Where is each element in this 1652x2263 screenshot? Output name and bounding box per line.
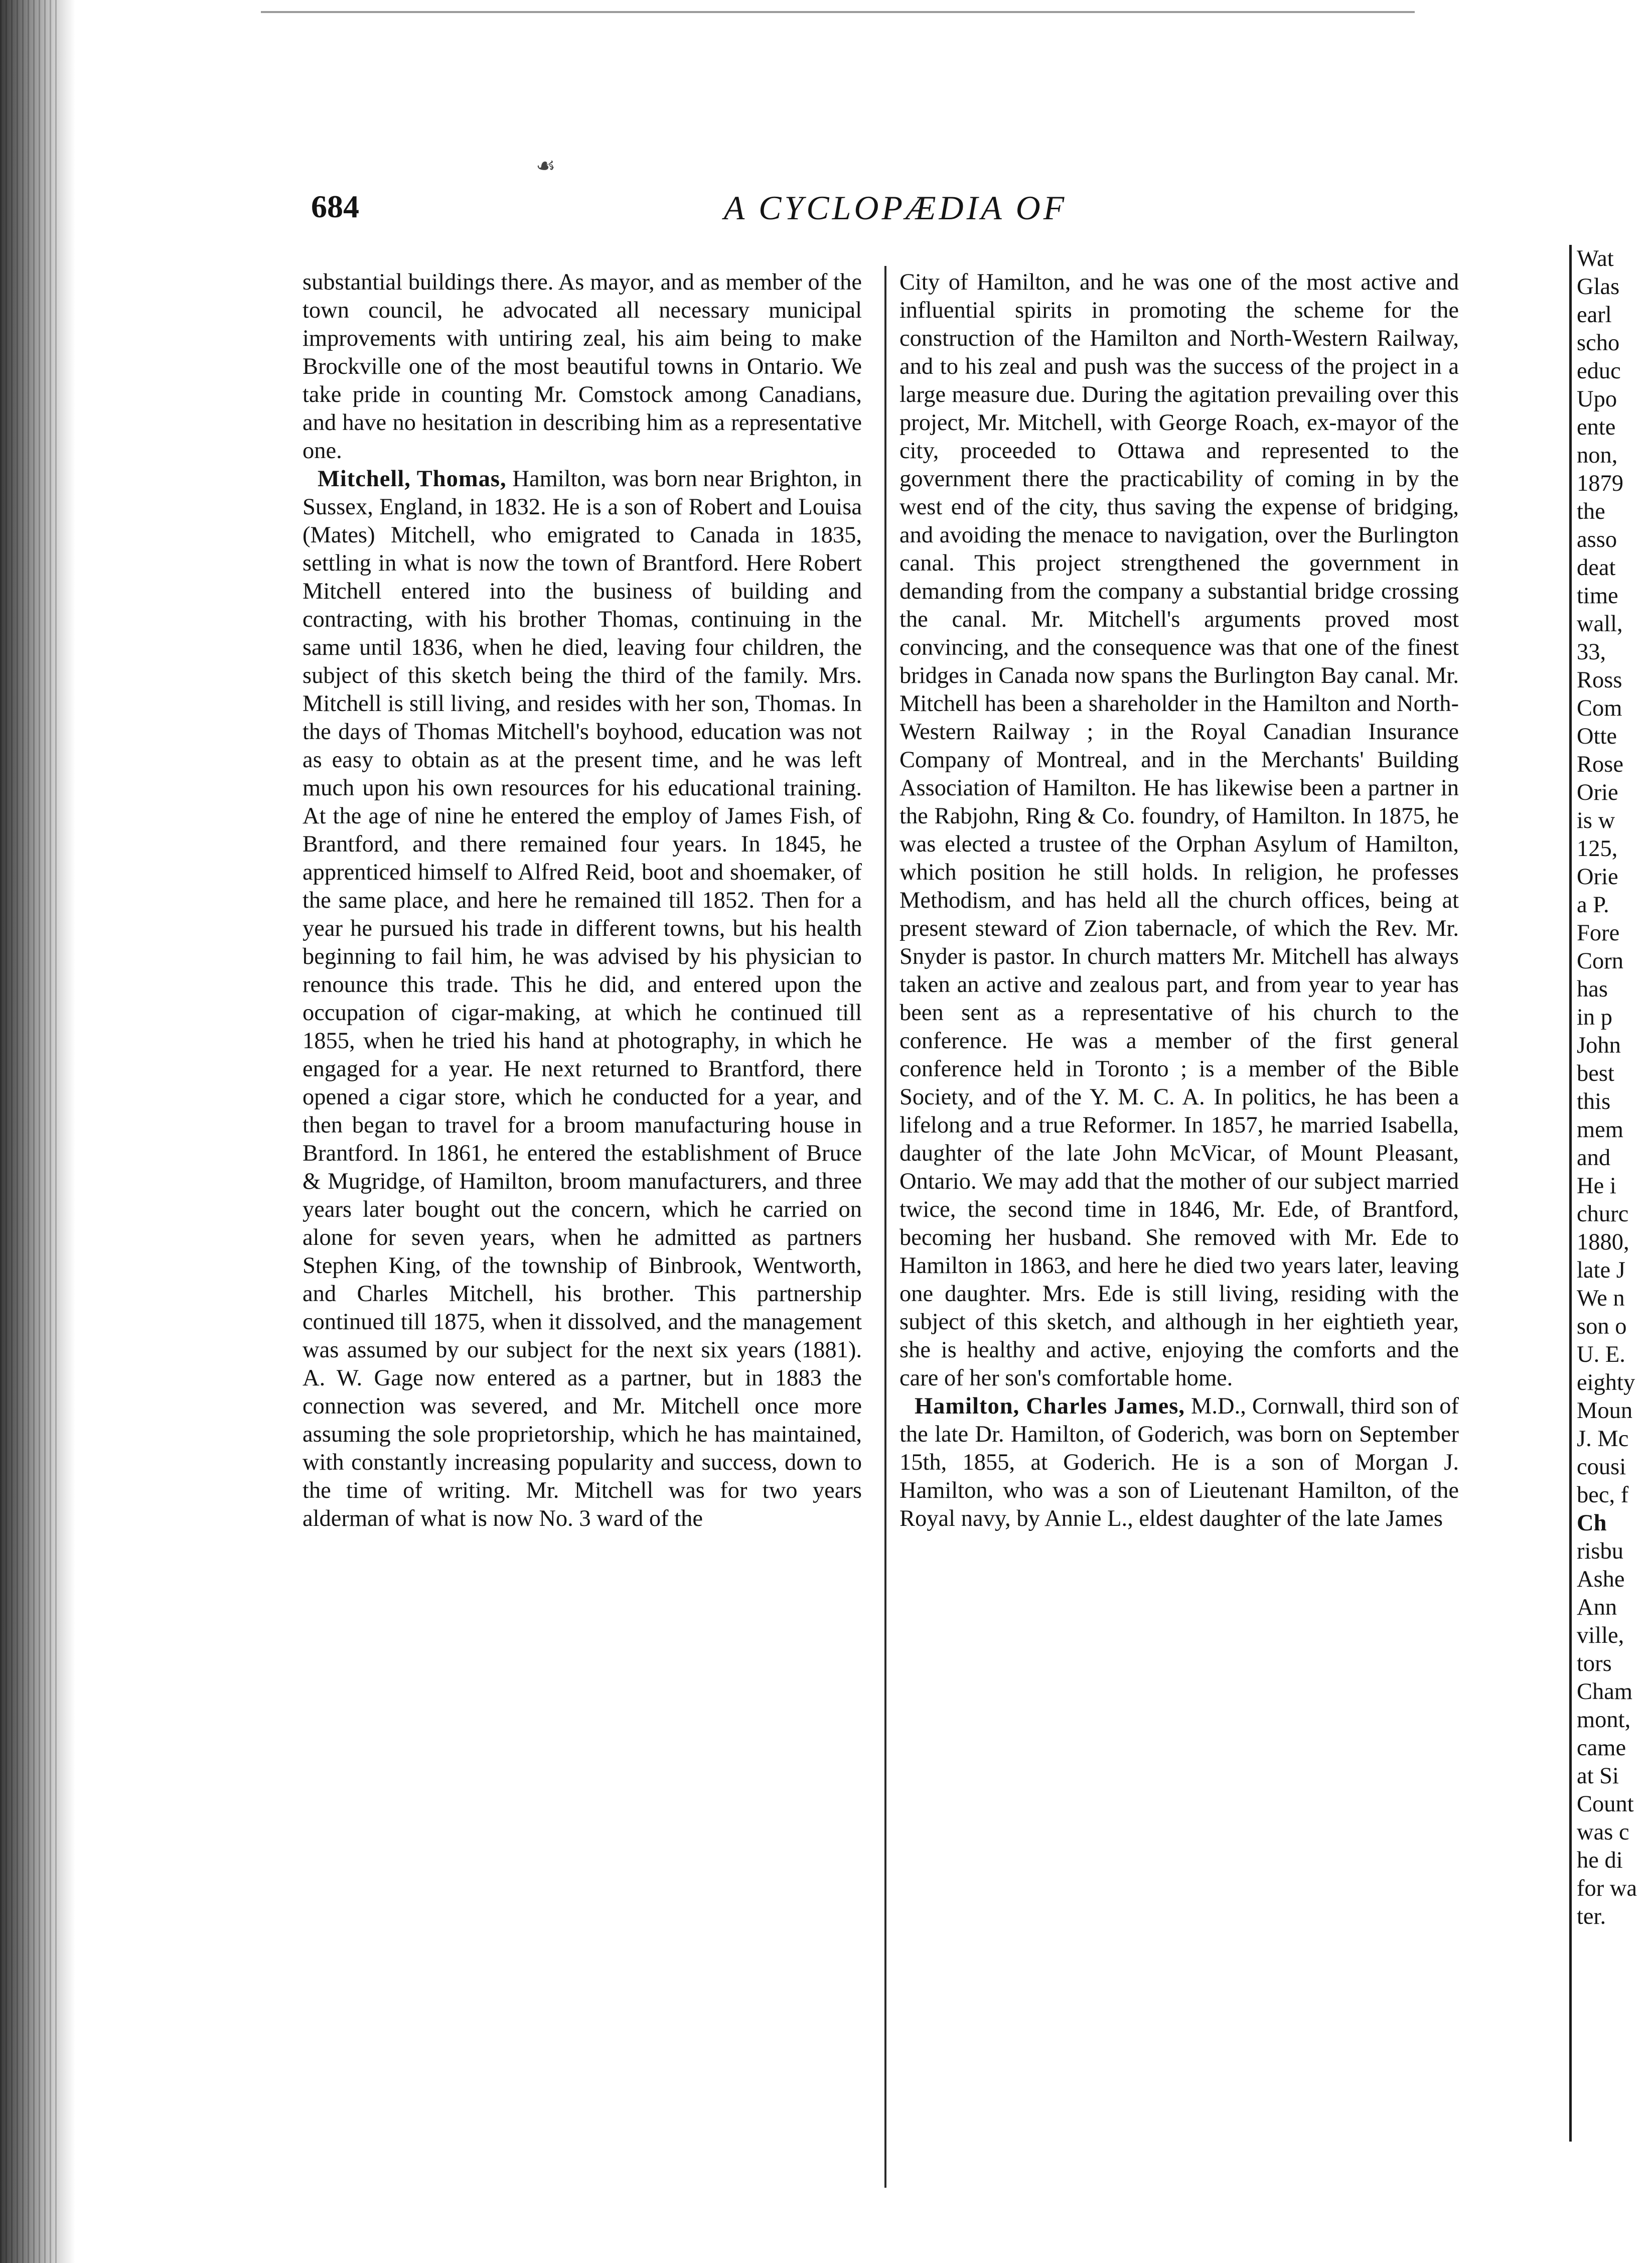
fragment-line: Corn xyxy=(1577,948,1623,974)
fragment-line: 1880, xyxy=(1577,1229,1629,1255)
fragment-line: Cham xyxy=(1577,1679,1633,1705)
fragment-line: risbu xyxy=(1577,1538,1623,1564)
fragment-line: earl xyxy=(1577,302,1612,328)
fragment-line: tors xyxy=(1577,1651,1612,1676)
fragment-line: Moun xyxy=(1577,1398,1633,1424)
fragment-line: John xyxy=(1577,1033,1621,1058)
fragment-line: wall, xyxy=(1577,611,1623,637)
continued-paragraph: City of Hamilton, and he was one of the most active and influential spirits in promoting the scheme for the construction of the Hamilton and North-Western Railway, and to his zeal and push was the success of the project in a large measure due. During the agitation prevailing over this project, Mr. Mitchell, with George Roach, ex-mayor of the city, proceeded to Ottawa and represented to the government there the practicability of coming in by the west end of the city, thus saving the expense of bridging, and avoiding the menace to navigation, over the Burlington canal. This project strengthened the government in demanding from the company a substantial bridge crossing the canal. Mr. Mitchell's arguments proved most convincing, and the consequence was that one of the finest bridges in Canada now spans the Burlington Bay canal. Mr. Mitchell has been a shareholder in the Hamilton and North-Western Railway ; in the Royal Canadian Insurance Company of Montreal, and in the Merchants' Building Association of Hamilton. He has likewise been a partner in the Rabjohn, Ring & Co. foundry, of Hamilton. In 1875, he was elected a trustee of the Orphan Asylum of Hamilton, which position he still holds. In religion, he professes Methodism, and has held all the church offices, being at present steward of Zion tabernacle, of which the Rev. Mr. Snyder is pastor. In church matters Mr. Mitchell has always taken an active and zealous part, and from year to year has been sent as a representative of his church to the conference. He was a member of the first general conference held in Toronto ; is a member of the Bible Society, and of the Y. M. C. A. In politics, he has been a lifelong and a true Reformer. In 1857, he married Isabella, daughter of the late John McVicar, of Mount Pleasant, Ontario. We may add that the mother of our subject married twice, the second time in 1846, Mr. Ede, of Brantford, becoming her husband. She removed with Mr. Ede to Hamilton in 1863, and here he died two years later, leaving one daughter. Mrs. Ede is still living, residing with the subject of this sketch, and although in her eightieth year, she is healthy and active, enjoying the comforts and the care of her son's comfortable home. xyxy=(899,269,1459,1391)
fragment-line: Upo xyxy=(1577,386,1617,412)
fragment-line: 125, xyxy=(1577,836,1618,862)
fragment-line: a P. xyxy=(1577,892,1609,918)
fragment-line: for wa xyxy=(1577,1876,1637,1901)
fragment-line: ter. xyxy=(1577,1904,1606,1929)
printer-ornament: ☙ xyxy=(536,154,556,178)
entry-text: M.D., Cornwall, third son of the late Dr. Hamilton, of Goderich, was born on September 15th, 1855, at Goderich. He is a son of Morgan J. Hamilton, who was a son of Lieutenant Hamilton, of the Royal navy, by Annie L., eldest daughter of the late James xyxy=(899,1393,1459,1531)
fragment-line: churc xyxy=(1577,1201,1629,1227)
running-head xyxy=(311,188,1480,243)
fragment-line: best xyxy=(1577,1061,1614,1086)
right-column xyxy=(899,268,1459,1533)
fragment-line: ente xyxy=(1577,414,1616,440)
fragment-line: mont, xyxy=(1577,1707,1631,1733)
fragment-line: U. E. xyxy=(1577,1342,1625,1367)
next-page-fragment xyxy=(1569,245,1652,2142)
fragment-line: ville, xyxy=(1577,1623,1624,1648)
fragment-line: bec, f xyxy=(1577,1482,1629,1508)
fragment-line: Orie xyxy=(1577,780,1618,805)
fragment-line: Wat xyxy=(1577,246,1614,271)
fragment-line: scho xyxy=(1577,330,1620,356)
fragment-line: Fore xyxy=(1577,920,1620,946)
fragment-line: son o xyxy=(1577,1314,1627,1339)
fragment-line: and xyxy=(1577,1145,1611,1171)
fragment-line: came xyxy=(1577,1735,1626,1761)
fragment-line: Ch xyxy=(1577,1510,1607,1536)
fragment-line: mem xyxy=(1577,1117,1623,1143)
fragment-line: at Si xyxy=(1577,1763,1619,1789)
fragment-line: time xyxy=(1577,583,1618,609)
fragment-line: the xyxy=(1577,499,1605,524)
binding-gutter-streaks xyxy=(0,0,60,2263)
fragment-line: J. Mc xyxy=(1577,1426,1629,1452)
page-number: 684 xyxy=(311,189,359,224)
entry-name: Mitchell, Thomas, xyxy=(318,466,507,492)
fragment-line: has xyxy=(1577,976,1608,1002)
left-column xyxy=(303,268,862,1533)
continued-paragraph: substantial buildings there. As mayor, and as member of the town council, he advocated all necessary municipal improvements with untiring zeal, his aim being to make Brockville one of the most beautiful towns in Ontario. We take pride in counting Mr. Comstock among Canadians, and have no hesitation in describing him as a representative one. xyxy=(303,269,862,464)
fragment-line: Orie xyxy=(1577,864,1618,890)
fragment-line: Com xyxy=(1577,695,1622,721)
fragment-line: Otte xyxy=(1577,724,1617,749)
fragment-line: cousi xyxy=(1577,1454,1626,1480)
fragment-line: 1879 xyxy=(1577,471,1623,496)
fragment-line: educ xyxy=(1577,358,1621,384)
fragment-line: deat xyxy=(1577,555,1616,581)
fragment-line: Ann xyxy=(1577,1595,1617,1620)
fragment-line: We n xyxy=(1577,1286,1625,1311)
fragment-line: Rose xyxy=(1577,752,1623,777)
running-head-title: A CYCLOPÆDIA OF xyxy=(723,189,1068,227)
fragment-line: Ross xyxy=(1577,667,1622,693)
fragment-line: He i xyxy=(1577,1173,1616,1199)
fragment-line: non, xyxy=(1577,443,1618,468)
column-rule xyxy=(884,266,886,2188)
fragment-line: eighty xyxy=(1577,1370,1635,1395)
entry-mitchell-thomas xyxy=(303,465,862,1533)
fragment-line: 33, xyxy=(1577,639,1606,665)
entry-name: Hamilton, Charles James, xyxy=(915,1393,1185,1419)
fragment-line: late J xyxy=(1577,1257,1625,1283)
page-top-edge xyxy=(261,11,1415,13)
fragment-line: this xyxy=(1577,1089,1611,1114)
fragment-line: in p xyxy=(1577,1005,1613,1030)
entry-hamilton-charles-james xyxy=(899,1392,1459,1533)
fragment-line: Ashe xyxy=(1577,1567,1625,1592)
fragment-line: Glas xyxy=(1577,274,1620,300)
fragment-line: asso xyxy=(1577,527,1617,552)
fragment-line: he di xyxy=(1577,1848,1623,1873)
fragment-line: Count xyxy=(1577,1791,1634,1817)
fragment-line: was c xyxy=(1577,1819,1629,1845)
entry-text: Hamilton, was born near Brighton, in Sussex, England, in 1832. He is a son of Robert and Louisa (Mates) Mitchell, who emigrated to Canada in 1835, settling in what is now the town of Brantford. Here Robert Mitchell entered into the business of building and contracting, with his brother Thomas, continuing in the same until 1836, when he died, leaving four children, the subject of this sketch being the third of the family. Mrs. Mitchell is still living, and resides with her son, Thomas. In the days of Thomas Mitchell's boyhood, education was not as easy to obtain as at the present time, and he was left much upon his own resources for his educational training. At the age of nine he entered the employ of James Fish, of Brantford, and there remained four years. In 1845, he apprenticed himself to Alfred Reid, boot and shoemaker, of the same place, and here he remained till 1852. Then for a year he pursued his trade in different towns, but his health beginning to fail him, he was advised by his physician to renounce this trade. This he did, and entered upon the occupation of cigar-making, at which he continued till 1855, when he tried his hand at photography, in which he engaged for a year. He next returned to Brantford, there opened a cigar store, which he conducted for a year, and then began to travel for a broom manufacturing house in Brantford. In 1861, he entered the establishment of Bruce & Mugridge, of Hamilton, broom manufacturers, and three years later bought out the concern, which he carried on alone for seven years, when he admitted as partners Stephen King, of the township of Binbrook, Wentworth, and Charles Mitchell, his brother. This partnership continued till 1875, when it dissolved, and the management was assumed by our subject for the next six years (1881). A. W. Gage now entered as a partner, but in 1883 the connection was severed, and Mr. Mitchell once more assuming the sole proprietorship, which he has maintained, with constantly increasing popularity and success, down to the time of writing. Mr. Mitchell was for two years alderman of what is now No. 3 ward of the xyxy=(303,466,862,1531)
fragment-line: is w xyxy=(1577,808,1615,833)
